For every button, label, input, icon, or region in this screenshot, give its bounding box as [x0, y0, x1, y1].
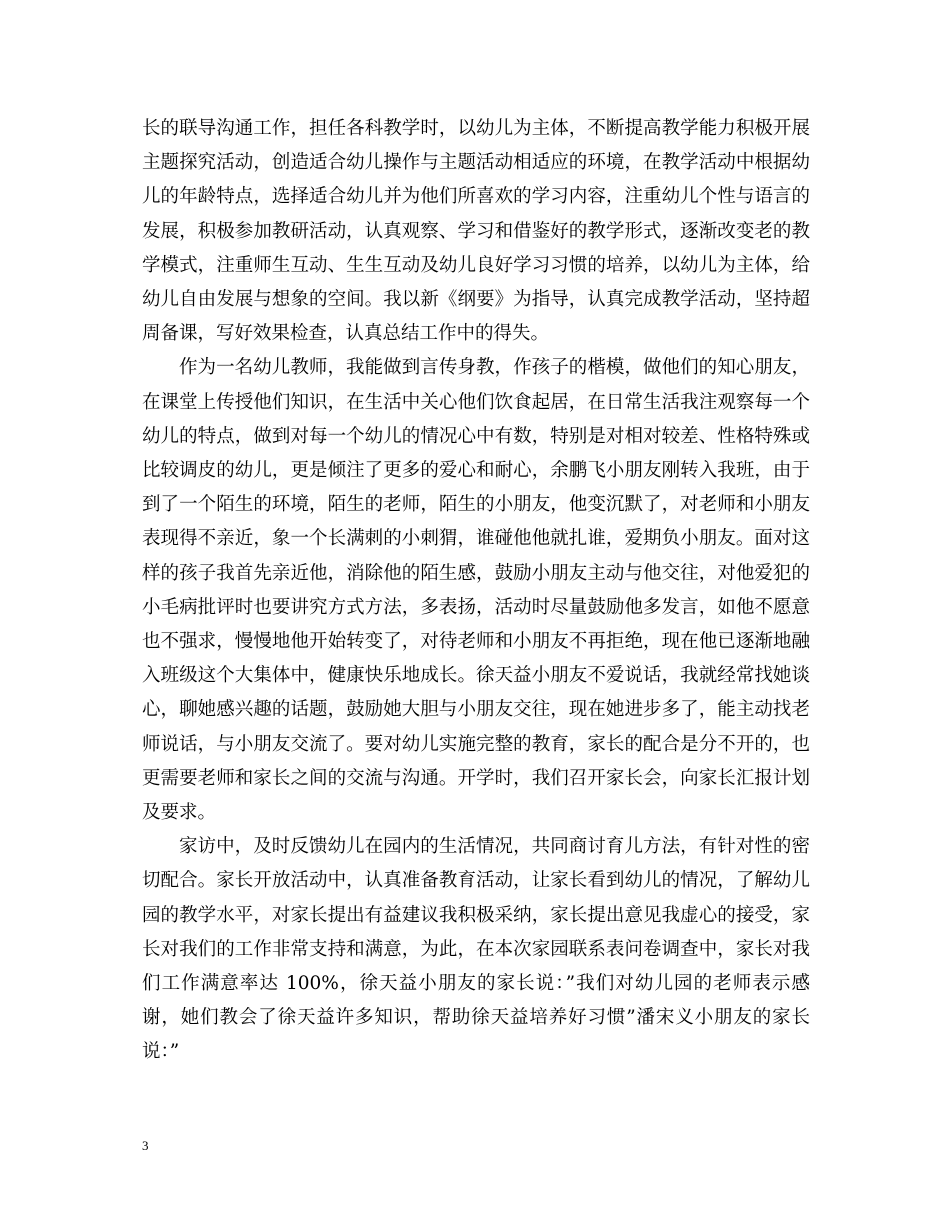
page-number: 3 — [142, 1138, 149, 1153]
paragraph-1: 长的联导沟通工作，担任各科教学时，以幼儿为主体，不断提高教学能力积极开展主题探究活动，创造适合幼儿操作与主题活动相适应的环境，在教学活动中根据幼儿的年龄特点，选择适合幼儿并为他们所喜欢的学习内容，注重幼儿个性与语言的发展，积极参加教研活动，认真观察、学习和借鉴好的教学形式，逐渐改变老的教学模式，注重师生互动、生生互动及幼儿良好学习习惯的培养，以幼儿为主体，给幼儿自由发展与想象的空间。我以新《纲要》为指导，认真完成教学活动，坚持超周备课，写好效果检查，认真总结工作中的得失。 — [142, 118, 810, 345]
document-body — [142, 112, 810, 1070]
paragraph-2: 作为一名幼儿教师，我能做到言传身教，作孩子的楷模，做他们的知心朋友，在课堂上传授他们知识，在生活中关心他们饮食起居，在日常生活我注观察每一个幼儿的特点，做到对每一个幼儿的情况心中有数，特别是对相对较差、性格特殊或比较调皮的幼儿，更是倾注了更多的爱心和耐心，余鹏飞小朋友刚转入我班，由于到了一个陌生的环境，陌生的老师，陌生的小朋友，他变沉默了，对老师和小朋友表现得不亲近，象一个长满刺的小刺猬，谁碰他他就扎谁，爱期负小朋友。面对这样的孩子我首先亲近他，消除他的陌生感，鼓励小朋友主动与他交往，对他爱犯的小毛病批评时也要讲究方式方法，多表扬，活动时尽量鼓励他多发言，如他不愿意也不强求，慢慢地他开始转变了，对待老师和小朋友不再拒绝，现在他已逐渐地融入班级这个大集体中，健康快乐地成长。徐天益小朋友不爱说话，我就经常找她谈心，聊她感兴趣的话题，鼓励她大胆与小朋友交往，现在她进步多了，能主动找老师说话，与小朋友交流了。要对幼儿实施完整的教育，家长的配合是分不开的，也更需要老师和家长之间的交流与沟通。开学时，我们召开家长会，向家长汇报计划及要求。 — [142, 357, 810, 824]
paragraph-3: 家访中，及时反馈幼儿在园内的生活情况，共同商讨育儿方法，有针对性的密切配合。家长开放活动中，认真准备教育活动，让家长看到幼儿的情况，了解幼儿园的教学水平，对家长提出有益建议我积极采纳，家长提出意见我虚心的接受，家长对我们的工作非常支持和满意，为此，在本次家园联系表问卷调查中，家长对我们工作满意率达 100%，徐天益小朋友的家长说：”我们对幼儿园的老师表示感谢，她们教会了徐天益许多知识，帮助徐天益培养好习惯”潘宋义小朋友的家长说：” — [142, 836, 810, 1063]
